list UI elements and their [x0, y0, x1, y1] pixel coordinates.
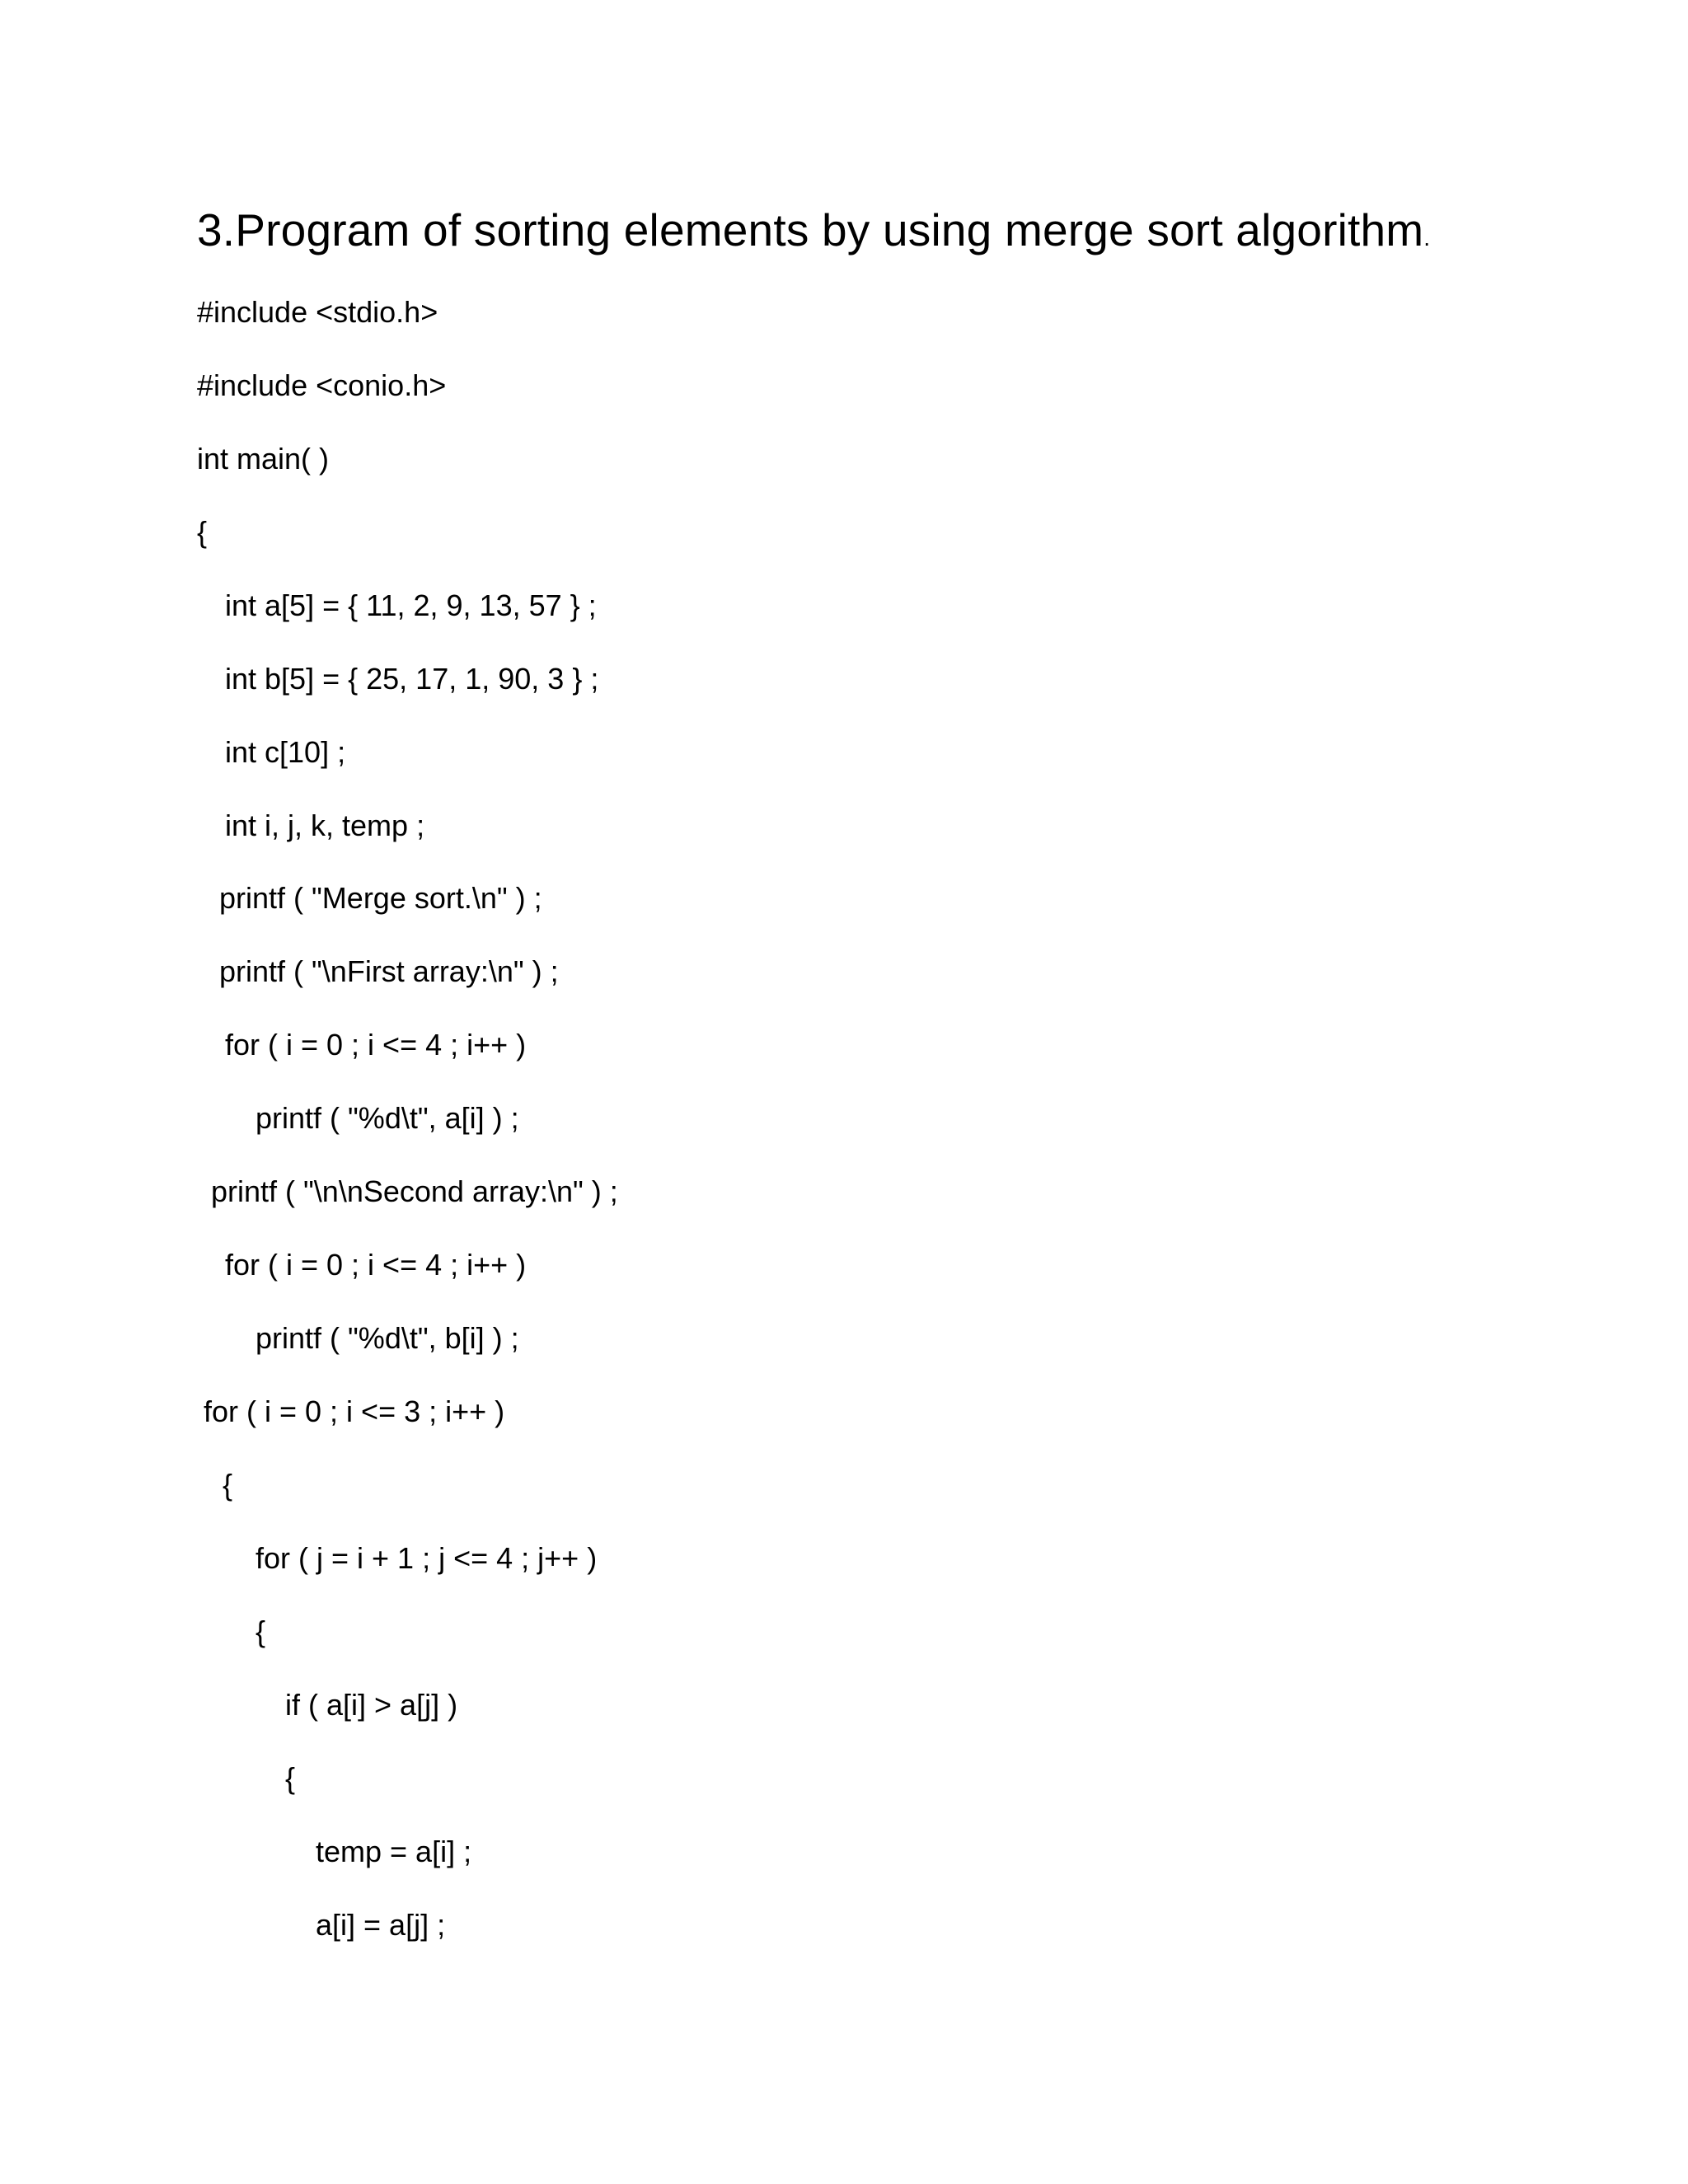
- code-line: int a[5] = { 11, 2, 9, 13, 57 } ;: [225, 588, 597, 622]
- code-line: {: [223, 1468, 233, 1502]
- code-line: for ( i = 0 ; i <= 4 ; i++ ): [225, 1028, 527, 1062]
- title-period: .: [1423, 225, 1431, 251]
- title-text: 3.Program of sorting elements by using merge sort algorithm: [197, 204, 1424, 255]
- code-line: int main( ): [197, 442, 330, 476]
- code-line: printf ( "Merge sort.\n" ) ;: [219, 881, 542, 915]
- code-line: if ( a[i] > a[j] ): [285, 1688, 458, 1722]
- code-line: printf ( "\n\nSecond array:\n" ) ;: [211, 1174, 618, 1208]
- code-line: int b[5] = { 25, 17, 1, 90, 3 } ;: [225, 662, 599, 696]
- code-line: printf ( "%d\t", a[i] ) ;: [256, 1101, 519, 1135]
- code-line: a[i] = a[j] ;: [316, 1908, 446, 1942]
- code-line: for ( i = 0 ; i <= 4 ; i++ ): [225, 1248, 527, 1282]
- code-line: {: [256, 1615, 266, 1648]
- code-line: {: [197, 515, 208, 549]
- code-line: #include <conio.h>: [197, 368, 447, 402]
- code-line: int i, j, k, temp ;: [225, 808, 425, 842]
- code-line: printf ( "%d\t", b[i] ) ;: [256, 1321, 519, 1355]
- code-line: for ( j = i + 1 ; j <= 4 ; j++ ): [256, 1541, 598, 1575]
- code-line: int c[10] ;: [225, 735, 346, 769]
- code-line: for ( i = 0 ; i <= 3 ; i++ ): [204, 1394, 505, 1428]
- code-line: {: [285, 1761, 296, 1795]
- code-line: temp = a[i] ;: [316, 1835, 472, 1868]
- code-line: #include <stdio.h>: [197, 295, 438, 329]
- code-line: printf ( "\nFirst array:\n" ) ;: [219, 954, 559, 988]
